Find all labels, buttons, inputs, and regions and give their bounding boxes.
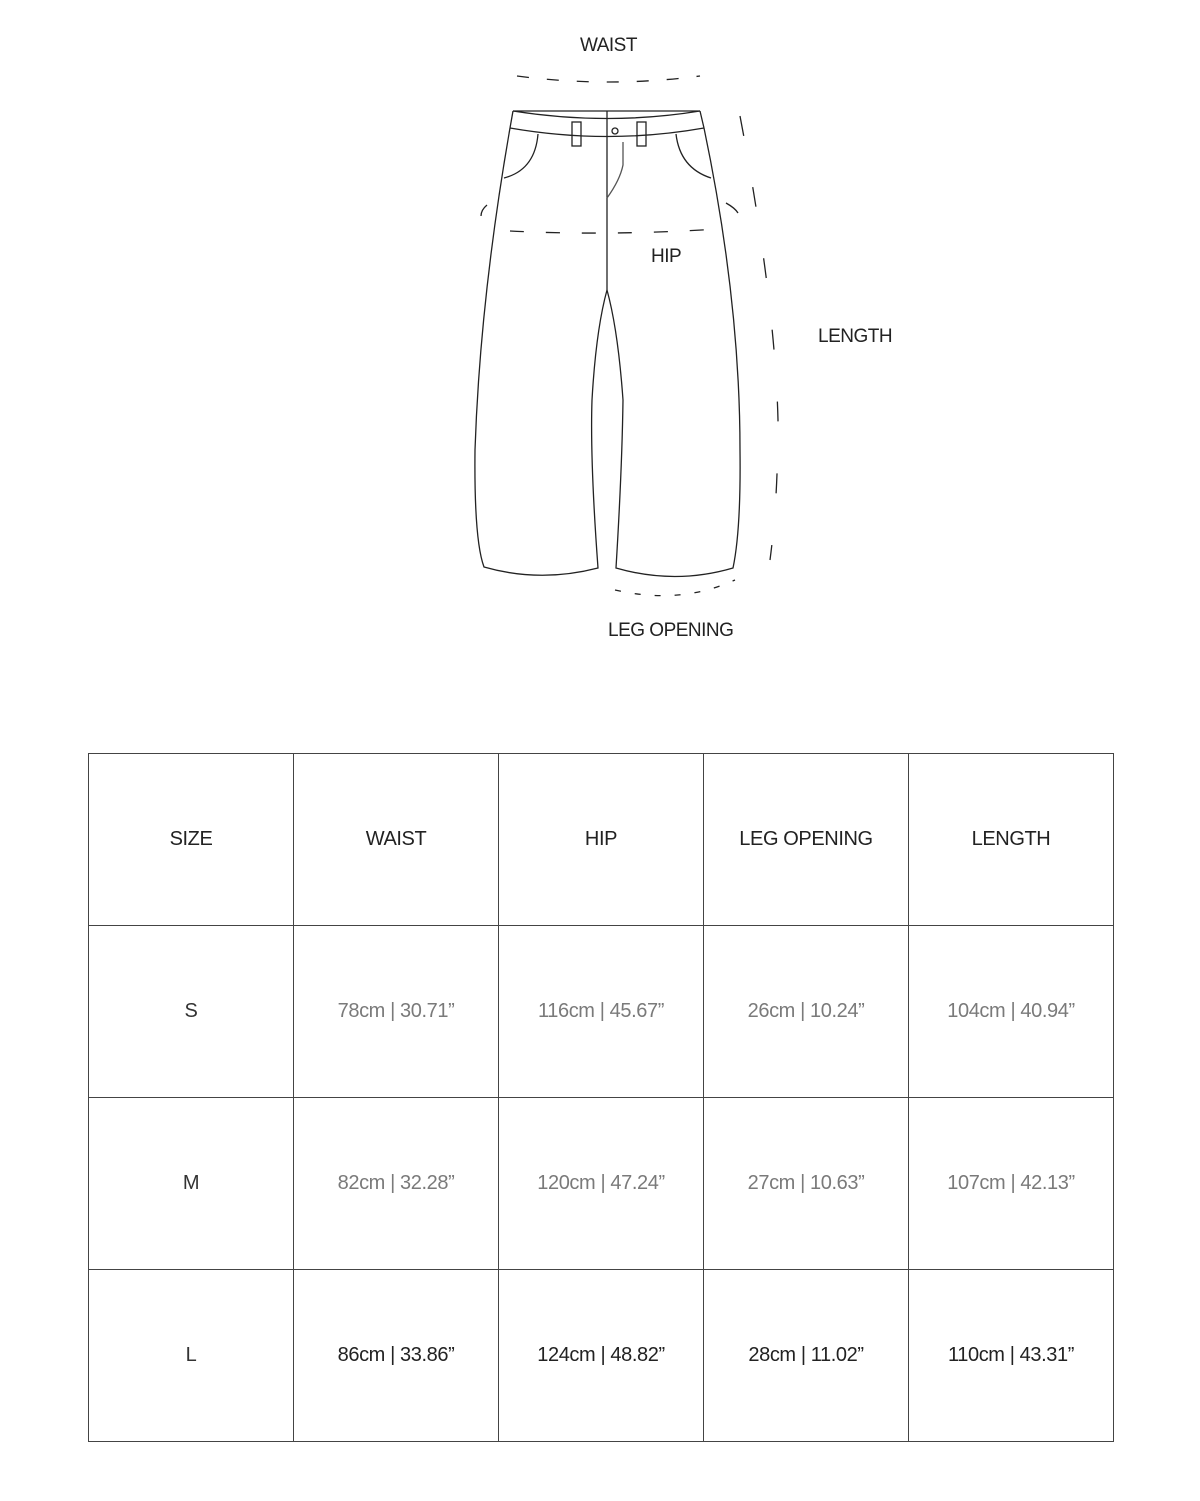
hip-cell: 116cm | 45.67”	[499, 926, 704, 1098]
waist-cell: 86cm | 33.86”	[294, 1270, 499, 1442]
header-length: LENGTH	[909, 754, 1114, 926]
waist-label: WAIST	[580, 35, 637, 56]
waist-cell: 78cm | 30.71”	[294, 926, 499, 1098]
leg-opening-cell: 28cm | 11.02”	[704, 1270, 909, 1442]
leg-opening-cell: 26cm | 10.24”	[704, 926, 909, 1098]
table-header-row	[89, 754, 1114, 926]
length-cell: 110cm | 43.31”	[909, 1270, 1114, 1442]
header-size: SIZE	[89, 754, 294, 926]
waist-cell: 82cm | 32.28”	[294, 1098, 499, 1270]
size-cell: M	[89, 1098, 294, 1270]
hip-label: HIP	[651, 246, 682, 267]
table-row	[89, 1270, 1114, 1442]
pants-diagram	[0, 0, 1200, 700]
size-chart-table	[88, 753, 1114, 1442]
size-cell: S	[89, 926, 294, 1098]
leg-opening-measure-dashes	[615, 580, 735, 596]
table-row	[89, 1098, 1114, 1270]
length-measure-dashes	[740, 116, 778, 560]
header-waist: WAIST	[294, 754, 499, 926]
leg-opening-cell: 27cm | 10.63”	[704, 1098, 909, 1270]
length-label: LENGTH	[818, 326, 893, 347]
hip-measure-dashes	[510, 229, 718, 233]
hip-cell: 120cm | 47.24”	[499, 1098, 704, 1270]
length-cell: 107cm | 42.13”	[909, 1098, 1114, 1270]
header-hip: HIP	[499, 754, 704, 926]
waist-measure-dashes	[517, 76, 700, 82]
leg-opening-label: LEG OPENING	[608, 620, 734, 641]
length-cell: 104cm | 40.94”	[909, 926, 1114, 1098]
header-leg-opening: LEG OPENING	[704, 754, 909, 926]
table-row	[89, 926, 1114, 1098]
size-cell: L	[89, 1270, 294, 1442]
hip-cell: 124cm | 48.82”	[499, 1270, 704, 1442]
